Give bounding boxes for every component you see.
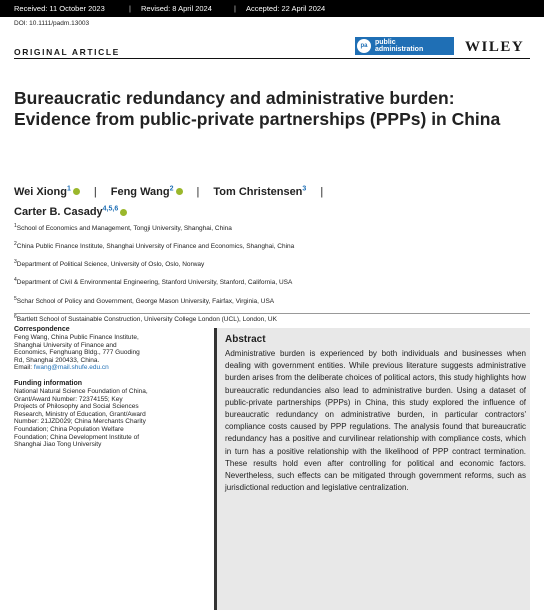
author-list [14, 180, 534, 221]
affiliation-item: $^5$Schar School of Policy and Government, George Mason University, Fairfax, Virginia, USA [14, 295, 275, 305]
funding-line: Grant/Award Number: 72374155; Key [14, 395, 123, 403]
funding-line: Shanghai Jiao Tong University [14, 441, 102, 449]
publisher-logo[interactable]: WILEY [465, 39, 525, 55]
revised-date: Revised: 8 April 2024 [141, 4, 212, 13]
abstract-box [214, 328, 530, 610]
pa-logo-icon: pa [357, 39, 371, 53]
funding-line: Foundation; China Development Institute of [14, 433, 140, 441]
author-separator: | [93, 185, 97, 198]
affiliation-item: $^1$School of Economics and Management, Tongji University, Shanghai, China [14, 223, 232, 233]
correspondence-line: Shanghai University of Finance and [14, 341, 117, 349]
affiliation-item: $^6$Bartlett School of Sustainable Construction, University College London (UCL), London, UK [14, 313, 277, 323]
header-bar [0, 0, 544, 17]
orcid-icon[interactable] [73, 188, 80, 195]
funding-heading: Funding information [14, 379, 83, 387]
affiliation-item: $^4$Department of Civil & Environmental Engineering, Stanford University, Stanford, California, USA [14, 277, 293, 287]
accepted-date: Accepted: 22 April 2024 [246, 4, 326, 13]
author-separator: | [196, 185, 200, 198]
correspondence-heading: Correspondence [14, 326, 70, 333]
journal-logo[interactable] [355, 37, 454, 55]
affiliation-item: $^2$China Public Finance Institute, Shanghai University of Finance and Economics, Shanghai, China [14, 241, 295, 251]
affiliation-list [14, 222, 534, 331]
received-date: Received: 11 October 2023 [14, 4, 105, 13]
funding-line: Projects of Philosophy and Social Sciences [14, 403, 139, 411]
article-title: Bureaucratic redundancy and administrative burden: Evidence from public-private partnerships (PPPs) in China [14, 88, 501, 129]
correspondence-email-line: Email: fwang@mail.shufe.edu.cn [14, 364, 109, 372]
header-separator: | [129, 4, 131, 13]
journal-name: public administration [375, 39, 424, 53]
orcid-icon[interactable] [120, 209, 127, 216]
correspondence-line: Feng Wang, China Public Finance Institute, [14, 334, 139, 341]
orcid-icon[interactable] [176, 188, 183, 195]
doi-text[interactable]: DOI: 10.1111/padm.13003 [14, 20, 90, 27]
funding-line: Number: 21JZD029; China Merchants Charity [14, 418, 146, 426]
author-separator: | [320, 185, 324, 198]
sidebar-info [14, 326, 204, 449]
author-name[interactable]: Tom Christensen$^3$ [213, 185, 307, 198]
author-name[interactable]: Wei Xiong$^1$ [14, 186, 80, 198]
correspondence-line: Economics, Fenghuang Bldg., 777 Guoding [14, 349, 140, 357]
header-divider [14, 58, 530, 59]
funding-line: Research, Ministry of Education, Grant/Award [14, 410, 146, 418]
funding-line: Foundation; China Population Welfare [14, 425, 124, 433]
abstract-text: Administrative burden is experienced by both individuals and businesses when dealing with government entities. While previous literature suggests administrative burden arises from the deliberate choices of political actors, this study highlights how bureaucratic redundancies also lead to administrative burden. Using a dataset of public-private partnerships (PPPs) in China, this study explored the influence of bureaucratic redundancy on administrative burden, in particular contractors' compliance costs caused by PPP regulations. The analysis found that bureaucratic redundancy has a positive and curvilinear relationship with compliance costs, which in turn has a positive relationship with the likelihood of PPP contract termination. These results hold even after controlling for political and economic factors. Nevertheless, such effects can be mitigated through government reforms, such as jurisdictional reduction and legislative centralization. [225, 349, 526, 493]
funding-line: National Natural Science Foundation of China, [14, 387, 148, 395]
header-separator: | [234, 4, 236, 13]
email-link[interactable]: fwang@mail.shufe.edu.cn [33, 364, 109, 372]
author-name[interactable]: Feng Wang$^2$ [111, 186, 183, 198]
affiliation-item: $^3$Department of Political Science, University of Oslo, Oslo, Norway [14, 259, 205, 269]
author-name[interactable]: Carter B. Casady$^{4,5,6}$ [14, 206, 127, 218]
correspondence-line: Rd, Shanghai 200433, China. [14, 356, 100, 364]
abstract-heading: Abstract [225, 334, 266, 345]
section-divider [14, 313, 530, 314]
article-type-label: ORIGINAL ARTICLE [14, 47, 120, 57]
